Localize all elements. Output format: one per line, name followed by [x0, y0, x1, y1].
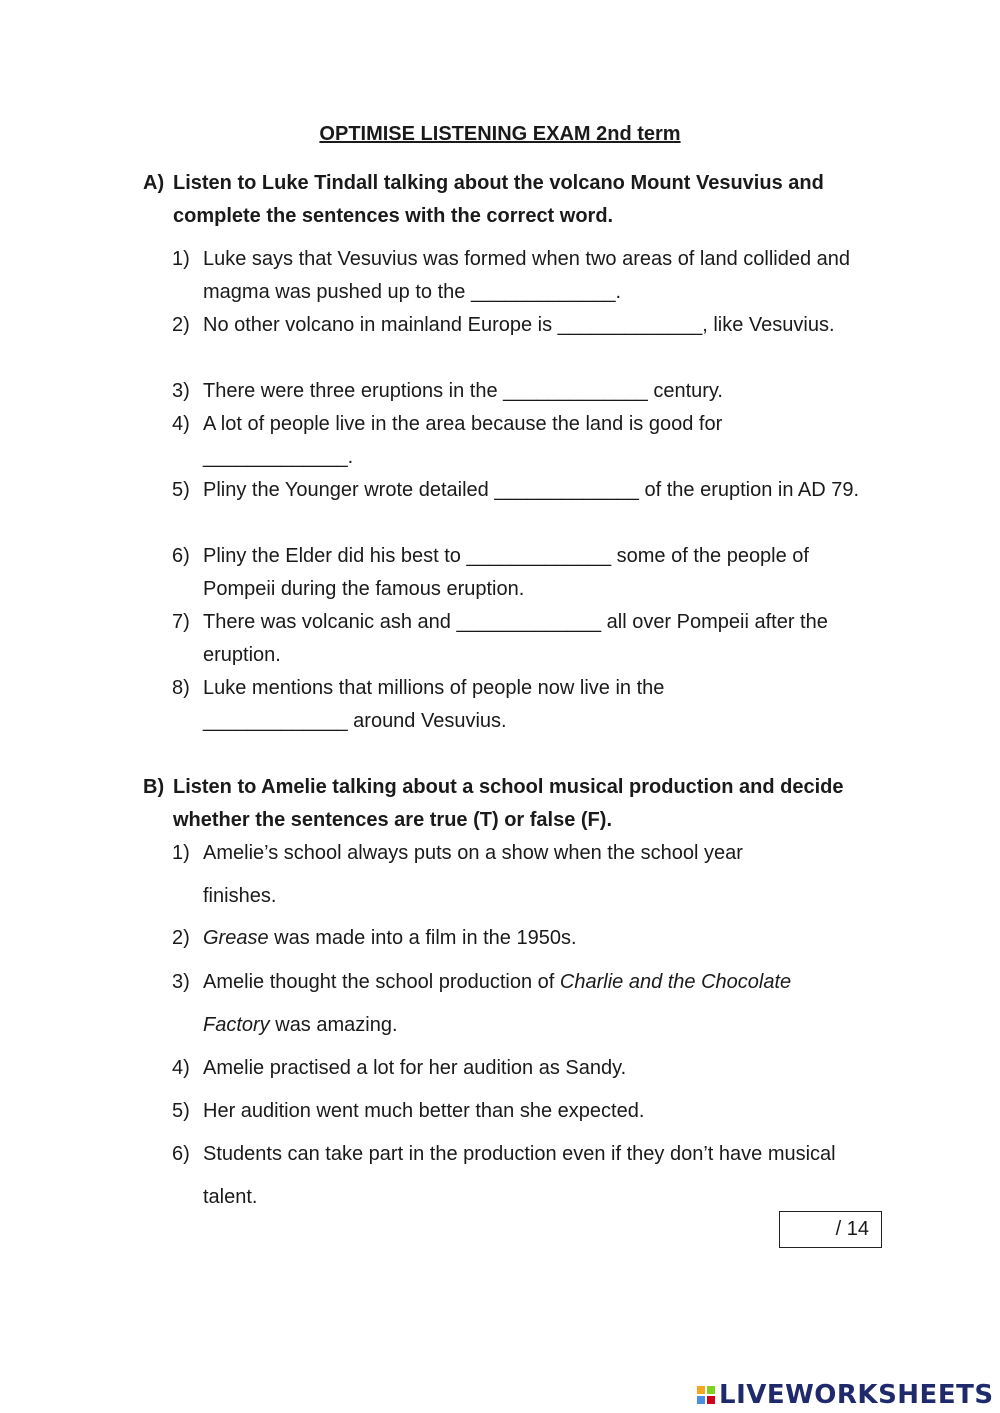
question-text	[203, 961, 853, 1047]
question-b2	[172, 917, 872, 960]
question-number: 5)	[172, 479, 190, 501]
section-b-instruction	[143, 771, 873, 837]
liveworksheets-logo	[697, 1379, 994, 1411]
question-b5	[172, 1090, 872, 1133]
question-text: Students can take part in the production even if they don’t have musical talent.	[203, 1143, 836, 1208]
question-a7	[172, 606, 872, 672]
question-number: 4)	[172, 413, 190, 435]
question-a2	[172, 309, 872, 342]
question-b3	[172, 961, 872, 1047]
question-a5	[172, 474, 872, 507]
question-text: Pliny the Elder did his best to _____________ some of the people of Pompeii during the famous eruption.	[203, 545, 809, 600]
question-number: 3)	[172, 971, 190, 993]
question-number: 5)	[172, 1100, 190, 1122]
film-title: Grease	[203, 927, 269, 949]
question-number: 7)	[172, 611, 190, 633]
section-b-letter: B)	[143, 776, 165, 798]
question-text: Luke says that Vesuvius was formed when two areas of land collided and magma was pushed up to the _____________.	[203, 248, 851, 303]
score-total: / 14	[835, 1218, 869, 1240]
production-title: Charlie and the Chocolate Factory	[203, 971, 792, 1036]
question-a8	[172, 672, 872, 738]
question-number: 2)	[172, 314, 190, 336]
worksheet-title: OPTIMISE LISTENING EXAM 2nd term	[319, 123, 681, 145]
section-a-text: Listen to Luke Tindall talking about the volcano Mount Vesuvius and complete the sentences with the correct word.	[173, 172, 824, 227]
question-text-rest: was made into a film in the 1950s.	[268, 927, 577, 949]
question-number: 2)	[172, 927, 190, 949]
logo-icon	[697, 1386, 715, 1404]
question-b6	[172, 1133, 872, 1219]
question-a4	[172, 408, 872, 474]
question-text: There was volcanic ash and _____________ all over Pompeii after the eruption.	[203, 611, 828, 666]
question-number: 6)	[172, 545, 190, 567]
question-text-rest: was amazing.	[269, 1014, 398, 1036]
question-number: 1)	[172, 248, 190, 270]
question-b1	[172, 832, 872, 918]
question-text: Luke mentions that millions of people now live in the _____________ around Vesuvius.	[203, 677, 665, 732]
question-text-start: Amelie thought the school production of	[203, 971, 560, 993]
section-a-instruction	[143, 167, 873, 233]
question-text: No other volcano in mainland Europe is _____________, like Vesuvius.	[203, 314, 835, 336]
question-text: There were three eruptions in the _____________ century.	[203, 380, 723, 402]
score-box	[779, 1211, 882, 1248]
question-text: Amelie practised a lot for her audition as Sandy.	[203, 1057, 627, 1079]
question-text: Her audition went much better than she expected.	[203, 1100, 645, 1122]
question-a1	[172, 243, 872, 309]
question-a6	[172, 540, 872, 606]
question-number: 1)	[172, 842, 190, 864]
logo-text: LIVEWORKSHEETS	[719, 1380, 994, 1410]
question-number: 6)	[172, 1143, 190, 1165]
question-number: 4)	[172, 1057, 190, 1079]
question-text: A lot of people live in the area because the land is good for _____________.	[203, 413, 723, 468]
question-text: Pliny the Younger wrote detailed _____________ of the eruption in AD 79.	[203, 479, 860, 501]
question-b4	[172, 1047, 872, 1090]
question-number: 8)	[172, 677, 190, 699]
section-a-letter: A)	[143, 172, 165, 194]
section-b-text: Listen to Amelie talking about a school musical production and decide whether the sentences are true (T) or false (F).	[173, 776, 844, 831]
question-text	[203, 917, 872, 960]
question-text: Amelie’s school always puts on a show when the school year finishes.	[203, 842, 743, 907]
question-number: 3)	[172, 380, 190, 402]
question-a3	[172, 375, 872, 408]
